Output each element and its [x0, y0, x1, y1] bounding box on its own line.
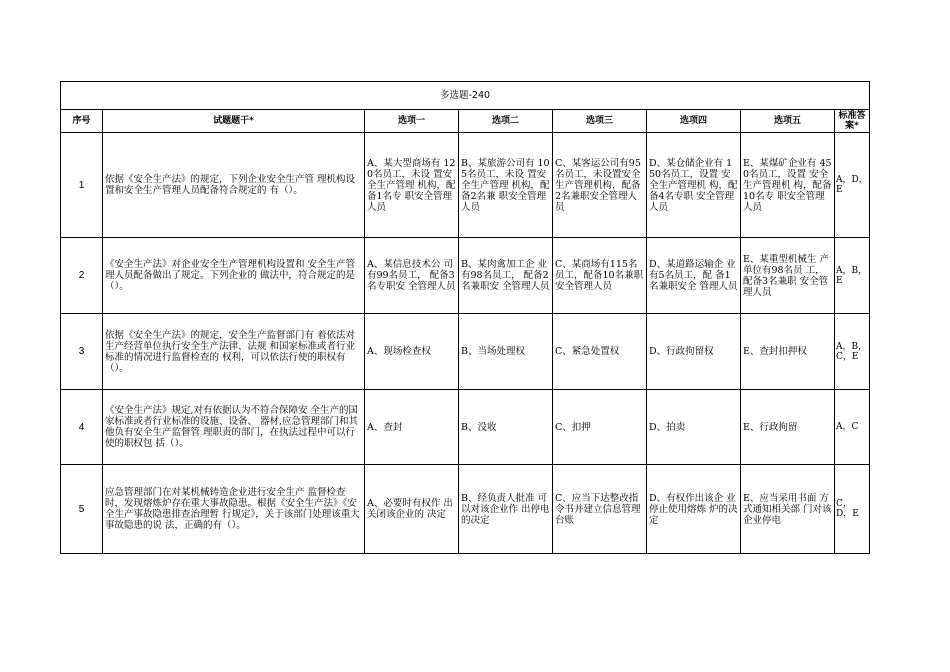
option-e: E、某重型机械生 产单位有98名员 工，配备3名兼职 安全管理人员 — [741, 238, 835, 314]
option-d: D、某仓储企业有 150名员工，设置 安全生产管理机 构，配备4名专职 安全管理人员 — [647, 133, 741, 238]
header-option-2: 选项二 — [459, 110, 553, 133]
option-c: C、应当下达整改指令书并建立信息管理台账 — [553, 465, 647, 554]
answer-cell: A，B，E — [835, 238, 870, 314]
option-b: B、经负责人批准 可以对该企业作 出停电的决定 — [459, 465, 553, 554]
option-c: C、扣押 — [553, 390, 647, 465]
option-d: D、有权作出该企 业停止使用熔炼 炉的决定 — [647, 465, 741, 554]
option-e: E、某煤矿企业有 450名员工，设置 安全生产管理机 构，配备10名专 职安全管理人员 — [741, 133, 835, 238]
option-e: E、应当采用书面 方式通知相关部 门对该企业停电 — [741, 465, 835, 554]
option-c: C、紧急处置权 — [553, 314, 647, 390]
option-e: E、行政拘留 — [741, 390, 835, 465]
question-stem: 应急管理部门在对某机械铸造企业进行安全生产 监督检查时，发现熔炼炉存在重大事故隐患。根据《安全生产法》《安全生产事故隐患排查治理暂 行规定》，关于该部门处理该重大事故隐患的说 法，正确的有（）。 — [103, 465, 365, 554]
header-no: 序号 — [61, 110, 103, 133]
header-answer: 标准答案* — [835, 110, 870, 133]
table-row — [61, 133, 870, 238]
option-a: A、查封 — [365, 390, 459, 465]
question-stem: 《安全生产法》对企业安全生产管理机构设置和 安全生产管理人员配备做出了规定。下列企业的 做法中，符合规定的是（）。 — [103, 238, 365, 314]
option-b: B、当场处理权 — [459, 314, 553, 390]
header-row — [61, 110, 870, 133]
row-number: 4 — [61, 390, 103, 465]
sheet-title: 多选题-240 — [61, 82, 870, 110]
option-d: D、拍卖 — [647, 390, 741, 465]
question-stem: 依据《安全生产法》的规定，安全生产监督部门有 着依法对生产经营单位执行安全生产法律、法规 和国家标准或者行业标准的情况进行监督检查的 权利，可以依法行使的职权有（）。 — [103, 314, 365, 390]
option-d: D、某道路运输企 业有5名员工，配 备1名兼职安全 管理人员 — [647, 238, 741, 314]
answer-cell: A，B，C，E — [835, 314, 870, 390]
option-c: C、某商场有115名员工，配备10名兼职安全管理人员 — [553, 238, 647, 314]
row-number: 3 — [61, 314, 103, 390]
question-sheet — [60, 81, 870, 554]
option-c: C、某客运公司有95名员工，未设置安全生产管理机构，配备2名兼职安全管理人员 — [553, 133, 647, 238]
table-row — [61, 314, 870, 390]
header-option-5: 选项五 — [741, 110, 835, 133]
option-a: A、现场检查权 — [365, 314, 459, 390]
question-stem: 依据《安全生产法》的规定，下列企业安全生产管 理机构设置和安全生产管理人员配备符合规定的 有（）。 — [103, 133, 365, 238]
option-a: A、某信息技术公 司有99名员工， 配备3名专职安 全管理人员 — [365, 238, 459, 314]
row-number: 2 — [61, 238, 103, 314]
header-stem: 试题题干* — [103, 110, 365, 133]
option-e: E、查封扣押权 — [741, 314, 835, 390]
option-a: A、某大型商场有 120名员工，未设 置安全生产管理 机构，配备1名专 职安全管理人员 — [365, 133, 459, 238]
table-row — [61, 465, 870, 554]
answer-cell: A，D，E — [835, 133, 870, 238]
option-b: B、某旅游公司有 105名员工，未设 置安全生产管理 机构，配备2名兼 职安全管理人员 — [459, 133, 553, 238]
option-b: B、某肉禽加工企 业有98名员工， 配备2名兼职安 全管理人员 — [459, 238, 553, 314]
option-b: B、没收 — [459, 390, 553, 465]
row-number: 1 — [61, 133, 103, 238]
answer-cell: C，D，E — [835, 465, 870, 554]
table-row — [61, 238, 870, 314]
row-number: 5 — [61, 465, 103, 554]
question-stem: 《安全生产法》规定,对有依据认为不符合保障安 全生产的国家标准或者行业标准的设施、设备、 器材,应急管理部门和其他负有安全生产监督管 理职责的部门，在执法过程中可以行使的职权包 括（）。 — [103, 390, 365, 465]
header-option-1: 选项一 — [365, 110, 459, 133]
answer-cell: A，C — [835, 390, 870, 465]
option-d: D、行政拘留权 — [647, 314, 741, 390]
option-a: A、必要时有权作 出关闭该企业的 决定 — [365, 465, 459, 554]
header-option-3: 选项三 — [553, 110, 647, 133]
header-option-4: 选项四 — [647, 110, 741, 133]
table-row — [61, 390, 870, 465]
